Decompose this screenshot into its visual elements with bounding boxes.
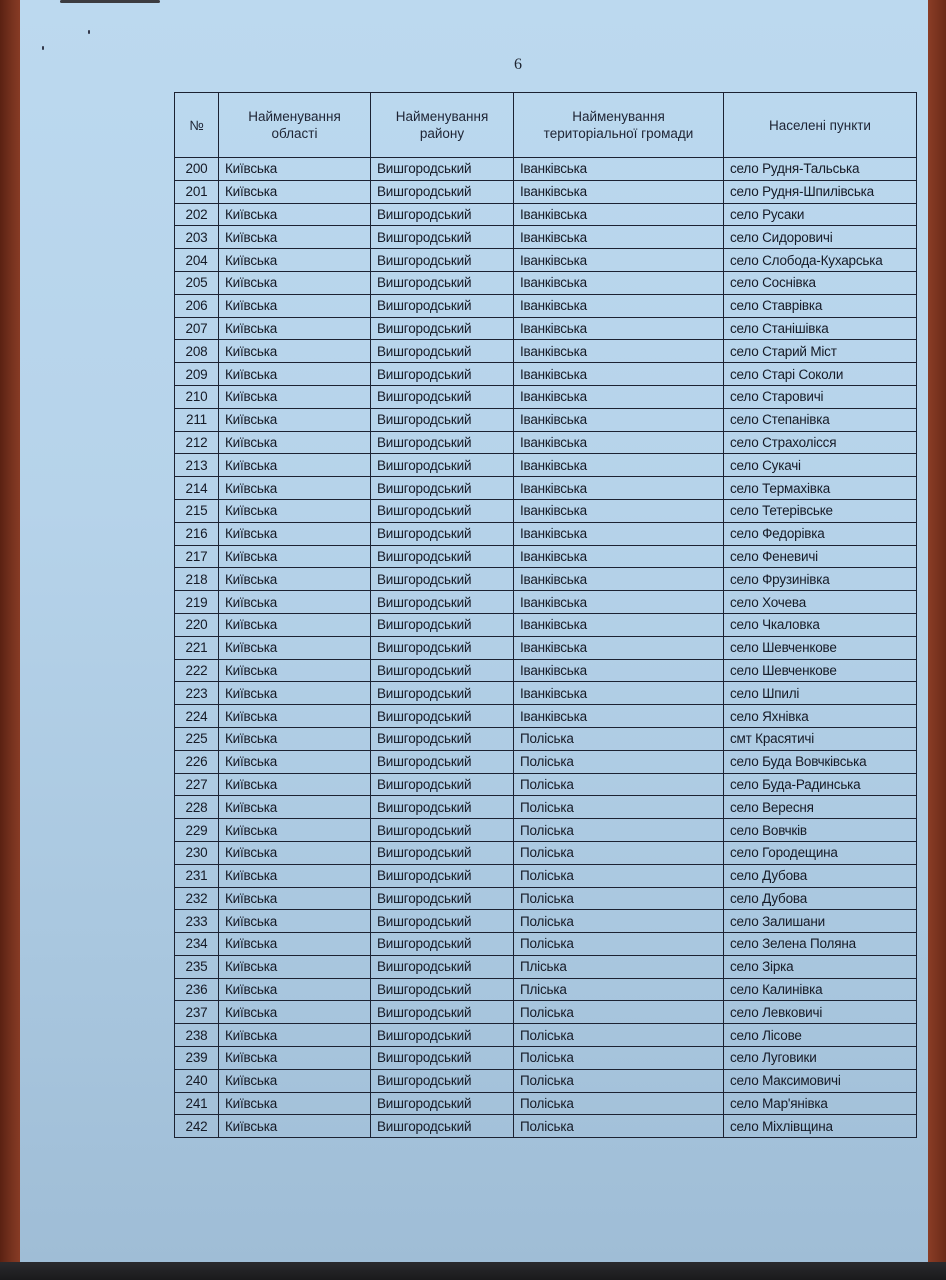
settlement-cell: село Міхлівщина bbox=[724, 1115, 917, 1138]
region-cell: Київська bbox=[219, 499, 371, 522]
table-row bbox=[175, 887, 917, 910]
community-cell: Іванківська bbox=[514, 659, 724, 682]
district-cell: Вишгородський bbox=[371, 636, 514, 659]
row-number: 232 bbox=[175, 887, 219, 910]
table-row bbox=[175, 454, 917, 477]
table-row bbox=[175, 545, 917, 568]
paper-speck bbox=[88, 30, 90, 34]
region-cell: Київська bbox=[219, 773, 371, 796]
region-cell: Київська bbox=[219, 978, 371, 1001]
settlement-cell: село Рудня-Шпилівська bbox=[724, 180, 917, 203]
table-row bbox=[175, 271, 917, 294]
region-cell: Київська bbox=[219, 1024, 371, 1047]
header-community: Найменування територіальної громади bbox=[514, 93, 724, 158]
row-number: 242 bbox=[175, 1115, 219, 1138]
table-row bbox=[175, 682, 917, 705]
community-cell: Іванківська bbox=[514, 203, 724, 226]
region-cell: Київська bbox=[219, 705, 371, 728]
district-cell: Вишгородський bbox=[371, 363, 514, 386]
table-row bbox=[175, 431, 917, 454]
community-cell: Іванківська bbox=[514, 249, 724, 272]
row-number: 209 bbox=[175, 363, 219, 386]
table-row bbox=[175, 613, 917, 636]
row-number: 227 bbox=[175, 773, 219, 796]
community-cell: Іванківська bbox=[514, 636, 724, 659]
settlement-cell: село Шевченкове bbox=[724, 659, 917, 682]
settlement-cell: смт Красятичі bbox=[724, 727, 917, 750]
table-row bbox=[175, 180, 917, 203]
row-number: 203 bbox=[175, 226, 219, 249]
settlement-cell: село Буда Вовчківська bbox=[724, 750, 917, 773]
row-number: 218 bbox=[175, 568, 219, 591]
row-number: 231 bbox=[175, 864, 219, 887]
row-number: 224 bbox=[175, 705, 219, 728]
region-cell: Київська bbox=[219, 477, 371, 500]
settlement-cell: село Буда-Радинська bbox=[724, 773, 917, 796]
region-cell: Київська bbox=[219, 1092, 371, 1115]
row-number: 234 bbox=[175, 933, 219, 956]
district-cell: Вишгородський bbox=[371, 1115, 514, 1138]
community-cell: Іванківська bbox=[514, 545, 724, 568]
row-number: 226 bbox=[175, 750, 219, 773]
row-number: 221 bbox=[175, 636, 219, 659]
row-number: 239 bbox=[175, 1047, 219, 1070]
district-cell: Вишгородський bbox=[371, 294, 514, 317]
table-row bbox=[175, 1001, 917, 1024]
district-cell: Вишгородський bbox=[371, 1024, 514, 1047]
district-cell: Вишгородський bbox=[371, 682, 514, 705]
community-cell: Іванківська bbox=[514, 499, 724, 522]
row-number: 212 bbox=[175, 431, 219, 454]
row-number: 213 bbox=[175, 454, 219, 477]
header-district: Найменування району bbox=[371, 93, 514, 158]
settlement-cell: село Лісове bbox=[724, 1024, 917, 1047]
settlement-cell: село Левковичі bbox=[724, 1001, 917, 1024]
region-cell: Київська bbox=[219, 203, 371, 226]
region-cell: Київська bbox=[219, 408, 371, 431]
row-number: 201 bbox=[175, 180, 219, 203]
row-number: 223 bbox=[175, 682, 219, 705]
table-row bbox=[175, 499, 917, 522]
settlement-cell: село Тетерівське bbox=[724, 499, 917, 522]
district-cell: Вишгородський bbox=[371, 910, 514, 933]
row-number: 207 bbox=[175, 317, 219, 340]
region-cell: Київська bbox=[219, 819, 371, 842]
settlement-cell: село Хочева bbox=[724, 591, 917, 614]
settlement-cell: село Зірка bbox=[724, 955, 917, 978]
table-row bbox=[175, 385, 917, 408]
district-cell: Вишгородський bbox=[371, 933, 514, 956]
settlement-cell: село Луговики bbox=[724, 1047, 917, 1070]
region-cell: Київська bbox=[219, 340, 371, 363]
table-row bbox=[175, 773, 917, 796]
row-number: 229 bbox=[175, 819, 219, 842]
table-row bbox=[175, 340, 917, 363]
row-number: 211 bbox=[175, 408, 219, 431]
table-row bbox=[175, 363, 917, 386]
district-cell: Вишгородський bbox=[371, 1047, 514, 1070]
community-cell: Поліська bbox=[514, 933, 724, 956]
district-cell: Вишгородський bbox=[371, 203, 514, 226]
district-cell: Вишгородський bbox=[371, 727, 514, 750]
region-cell: Київська bbox=[219, 249, 371, 272]
community-cell: Іванківська bbox=[514, 408, 724, 431]
community-cell: Поліська bbox=[514, 796, 724, 819]
settlement-cell: село Залишани bbox=[724, 910, 917, 933]
settlement-cell: село Степанівка bbox=[724, 408, 917, 431]
table-row bbox=[175, 864, 917, 887]
region-cell: Київська bbox=[219, 864, 371, 887]
table-row bbox=[175, 819, 917, 842]
region-cell: Київська bbox=[219, 568, 371, 591]
row-number: 205 bbox=[175, 271, 219, 294]
region-cell: Київська bbox=[219, 887, 371, 910]
community-cell: Поліська bbox=[514, 841, 724, 864]
region-cell: Київська bbox=[219, 727, 371, 750]
region-cell: Київська bbox=[219, 317, 371, 340]
district-cell: Вишгородський bbox=[371, 819, 514, 842]
row-number: 238 bbox=[175, 1024, 219, 1047]
region-cell: Київська bbox=[219, 1047, 371, 1070]
settlement-cell: село Вересня bbox=[724, 796, 917, 819]
settlement-cell: село Мар'янівка bbox=[724, 1092, 917, 1115]
region-cell: Київська bbox=[219, 385, 371, 408]
settlement-cell: село Сукачі bbox=[724, 454, 917, 477]
table-row bbox=[175, 522, 917, 545]
table-row bbox=[175, 955, 917, 978]
region-cell: Київська bbox=[219, 841, 371, 864]
community-cell: Поліська bbox=[514, 864, 724, 887]
table-row bbox=[175, 910, 917, 933]
row-number: 208 bbox=[175, 340, 219, 363]
community-cell: Іванківська bbox=[514, 522, 724, 545]
community-cell: Поліська bbox=[514, 750, 724, 773]
district-cell: Вишгородський bbox=[371, 431, 514, 454]
community-cell: Пліська bbox=[514, 978, 724, 1001]
district-cell: Вишгородський bbox=[371, 1001, 514, 1024]
settlement-cell: село Калинівка bbox=[724, 978, 917, 1001]
row-number: 204 bbox=[175, 249, 219, 272]
table-row bbox=[175, 158, 917, 181]
settlement-cell: село Термахівка bbox=[724, 477, 917, 500]
community-cell: Поліська bbox=[514, 819, 724, 842]
district-cell: Вишгородський bbox=[371, 864, 514, 887]
row-number: 200 bbox=[175, 158, 219, 181]
district-cell: Вишгородський bbox=[371, 841, 514, 864]
settlement-cell: село Страхолісся bbox=[724, 431, 917, 454]
district-cell: Вишгородський bbox=[371, 659, 514, 682]
table-row bbox=[175, 705, 917, 728]
table-row bbox=[175, 1115, 917, 1138]
district-cell: Вишгородський bbox=[371, 180, 514, 203]
community-cell: Іванківська bbox=[514, 180, 724, 203]
header-region: Найменування області bbox=[219, 93, 371, 158]
header-settlement: Населені пункти bbox=[724, 93, 917, 158]
desk-surface-right bbox=[928, 0, 946, 1280]
region-cell: Київська bbox=[219, 180, 371, 203]
row-number: 219 bbox=[175, 591, 219, 614]
table-row bbox=[175, 203, 917, 226]
district-cell: Вишгородський bbox=[371, 1092, 514, 1115]
row-number: 215 bbox=[175, 499, 219, 522]
community-cell: Іванківська bbox=[514, 613, 724, 636]
community-cell: Поліська bbox=[514, 1069, 724, 1092]
district-cell: Вишгородський bbox=[371, 249, 514, 272]
row-number: 236 bbox=[175, 978, 219, 1001]
region-cell: Київська bbox=[219, 1001, 371, 1024]
settlement-cell: село Зелена Поляна bbox=[724, 933, 917, 956]
district-cell: Вишгородський bbox=[371, 385, 514, 408]
district-cell: Вишгородський bbox=[371, 955, 514, 978]
row-number: 240 bbox=[175, 1069, 219, 1092]
row-number: 233 bbox=[175, 910, 219, 933]
table-row bbox=[175, 1092, 917, 1115]
settlement-cell: село Русаки bbox=[724, 203, 917, 226]
community-cell: Іванківська bbox=[514, 682, 724, 705]
settlement-cell: село Сидоровичі bbox=[724, 226, 917, 249]
district-cell: Вишгородський bbox=[371, 773, 514, 796]
district-cell: Вишгородський bbox=[371, 887, 514, 910]
row-number: 210 bbox=[175, 385, 219, 408]
settlement-cell: село Слобода-Кухарська bbox=[724, 249, 917, 272]
community-cell: Іванківська bbox=[514, 317, 724, 340]
region-cell: Київська bbox=[219, 750, 371, 773]
table-row bbox=[175, 659, 917, 682]
settlement-cell: село Яхнівка bbox=[724, 705, 917, 728]
settlement-cell: село Городещина bbox=[724, 841, 917, 864]
table-row bbox=[175, 568, 917, 591]
settlement-cell: село Соснівка bbox=[724, 271, 917, 294]
row-number: 228 bbox=[175, 796, 219, 819]
district-cell: Вишгородський bbox=[371, 750, 514, 773]
district-cell: Вишгородський bbox=[371, 522, 514, 545]
community-cell: Іванківська bbox=[514, 568, 724, 591]
region-cell: Київська bbox=[219, 226, 371, 249]
settlement-cell: село Шевченкове bbox=[724, 636, 917, 659]
table-row bbox=[175, 408, 917, 431]
page-number: 6 bbox=[514, 56, 522, 73]
district-cell: Вишгородський bbox=[371, 271, 514, 294]
community-cell: Поліська bbox=[514, 1047, 724, 1070]
table-row bbox=[175, 750, 917, 773]
table-row bbox=[175, 317, 917, 340]
district-cell: Вишгородський bbox=[371, 796, 514, 819]
row-number: 214 bbox=[175, 477, 219, 500]
region-cell: Київська bbox=[219, 910, 371, 933]
settlement-cell: село Старий Міст bbox=[724, 340, 917, 363]
row-number: 217 bbox=[175, 545, 219, 568]
table-row bbox=[175, 1069, 917, 1092]
district-cell: Вишгородський bbox=[371, 317, 514, 340]
region-cell: Київська bbox=[219, 294, 371, 317]
district-cell: Вишгородський bbox=[371, 499, 514, 522]
district-cell: Вишгородський bbox=[371, 158, 514, 181]
settlement-cell: село Чкаловка bbox=[724, 613, 917, 636]
community-cell: Іванківська bbox=[514, 158, 724, 181]
settlement-cell: село Рудня-Тальська bbox=[724, 158, 917, 181]
community-cell: Іванківська bbox=[514, 705, 724, 728]
district-cell: Вишгородський bbox=[371, 568, 514, 591]
region-cell: Київська bbox=[219, 522, 371, 545]
district-cell: Вишгородський bbox=[371, 340, 514, 363]
desk-surface-left bbox=[0, 0, 22, 1280]
district-cell: Вишгородський bbox=[371, 454, 514, 477]
table-row bbox=[175, 591, 917, 614]
region-cell: Київська bbox=[219, 454, 371, 477]
table-row bbox=[175, 1047, 917, 1070]
table-row bbox=[175, 636, 917, 659]
community-cell: Поліська bbox=[514, 910, 724, 933]
settlement-cell: село Вовчків bbox=[724, 819, 917, 842]
community-cell: Іванківська bbox=[514, 226, 724, 249]
region-cell: Київська bbox=[219, 158, 371, 181]
district-cell: Вишгородський bbox=[371, 408, 514, 431]
settlement-cell: село Шпилі bbox=[724, 682, 917, 705]
table-row bbox=[175, 294, 917, 317]
settlement-cell: село Федорівка bbox=[724, 522, 917, 545]
header-number: № bbox=[175, 93, 219, 158]
desk-surface-bottom bbox=[0, 1262, 946, 1280]
community-cell: Іванківська bbox=[514, 454, 724, 477]
community-cell: Іванківська bbox=[514, 385, 724, 408]
district-cell: Вишгородський bbox=[371, 226, 514, 249]
district-cell: Вишгородський bbox=[371, 613, 514, 636]
table-row bbox=[175, 841, 917, 864]
region-cell: Київська bbox=[219, 682, 371, 705]
row-number: 206 bbox=[175, 294, 219, 317]
table-row bbox=[175, 727, 917, 750]
document-page bbox=[20, 0, 928, 1262]
district-cell: Вишгородський bbox=[371, 545, 514, 568]
community-cell: Іванківська bbox=[514, 340, 724, 363]
settlement-cell: село Феневичі bbox=[724, 545, 917, 568]
region-cell: Київська bbox=[219, 431, 371, 454]
district-cell: Вишгородський bbox=[371, 978, 514, 1001]
region-cell: Київська bbox=[219, 363, 371, 386]
region-cell: Київська bbox=[219, 545, 371, 568]
table-row bbox=[175, 933, 917, 956]
settlement-cell: село Фрузинівка bbox=[724, 568, 917, 591]
row-number: 241 bbox=[175, 1092, 219, 1115]
row-number: 222 bbox=[175, 659, 219, 682]
region-cell: Київська bbox=[219, 271, 371, 294]
community-cell: Пліська bbox=[514, 955, 724, 978]
page-top-shadow bbox=[60, 0, 160, 3]
settlement-cell: село Старі Соколи bbox=[724, 363, 917, 386]
district-cell: Вишгородський bbox=[371, 591, 514, 614]
table-row bbox=[175, 978, 917, 1001]
table-row bbox=[175, 1024, 917, 1047]
row-number: 225 bbox=[175, 727, 219, 750]
district-cell: Вишгородський bbox=[371, 1069, 514, 1092]
region-cell: Київська bbox=[219, 636, 371, 659]
row-number: 216 bbox=[175, 522, 219, 545]
settlement-cell: село Дубова bbox=[724, 864, 917, 887]
settlement-cell: село Станішівка bbox=[724, 317, 917, 340]
community-cell: Іванківська bbox=[514, 591, 724, 614]
region-cell: Київська bbox=[219, 591, 371, 614]
region-cell: Київська bbox=[219, 613, 371, 636]
district-cell: Вишгородський bbox=[371, 477, 514, 500]
table-row bbox=[175, 226, 917, 249]
row-number: 235 bbox=[175, 955, 219, 978]
community-cell: Іванківська bbox=[514, 477, 724, 500]
district-cell: Вишгородський bbox=[371, 705, 514, 728]
region-cell: Київська bbox=[219, 1115, 371, 1138]
community-cell: Поліська bbox=[514, 1092, 724, 1115]
row-number: 230 bbox=[175, 841, 219, 864]
community-cell: Поліська bbox=[514, 887, 724, 910]
row-number: 237 bbox=[175, 1001, 219, 1024]
row-number: 202 bbox=[175, 203, 219, 226]
community-cell: Іванківська bbox=[514, 271, 724, 294]
community-cell: Іванківська bbox=[514, 431, 724, 454]
region-cell: Київська bbox=[219, 659, 371, 682]
table-row bbox=[175, 477, 917, 500]
region-cell: Київська bbox=[219, 955, 371, 978]
settlement-cell: село Старовичі bbox=[724, 385, 917, 408]
community-cell: Поліська bbox=[514, 1115, 724, 1138]
paper-speck bbox=[42, 46, 44, 50]
settlement-cell: село Дубова bbox=[724, 887, 917, 910]
community-cell: Іванківська bbox=[514, 294, 724, 317]
community-cell: Поліська bbox=[514, 1001, 724, 1024]
settlement-cell: село Максимовичі bbox=[724, 1069, 917, 1092]
settlement-cell: село Ставрівка bbox=[724, 294, 917, 317]
table-row bbox=[175, 796, 917, 819]
table-body bbox=[175, 158, 917, 1138]
community-cell: Поліська bbox=[514, 727, 724, 750]
region-cell: Київська bbox=[219, 796, 371, 819]
region-cell: Київська bbox=[219, 933, 371, 956]
settlements-table bbox=[174, 92, 917, 1138]
community-cell: Поліська bbox=[514, 1024, 724, 1047]
community-cell: Поліська bbox=[514, 773, 724, 796]
row-number: 220 bbox=[175, 613, 219, 636]
table-header-row bbox=[175, 93, 917, 158]
region-cell: Київська bbox=[219, 1069, 371, 1092]
community-cell: Іванківська bbox=[514, 363, 724, 386]
table-row bbox=[175, 249, 917, 272]
